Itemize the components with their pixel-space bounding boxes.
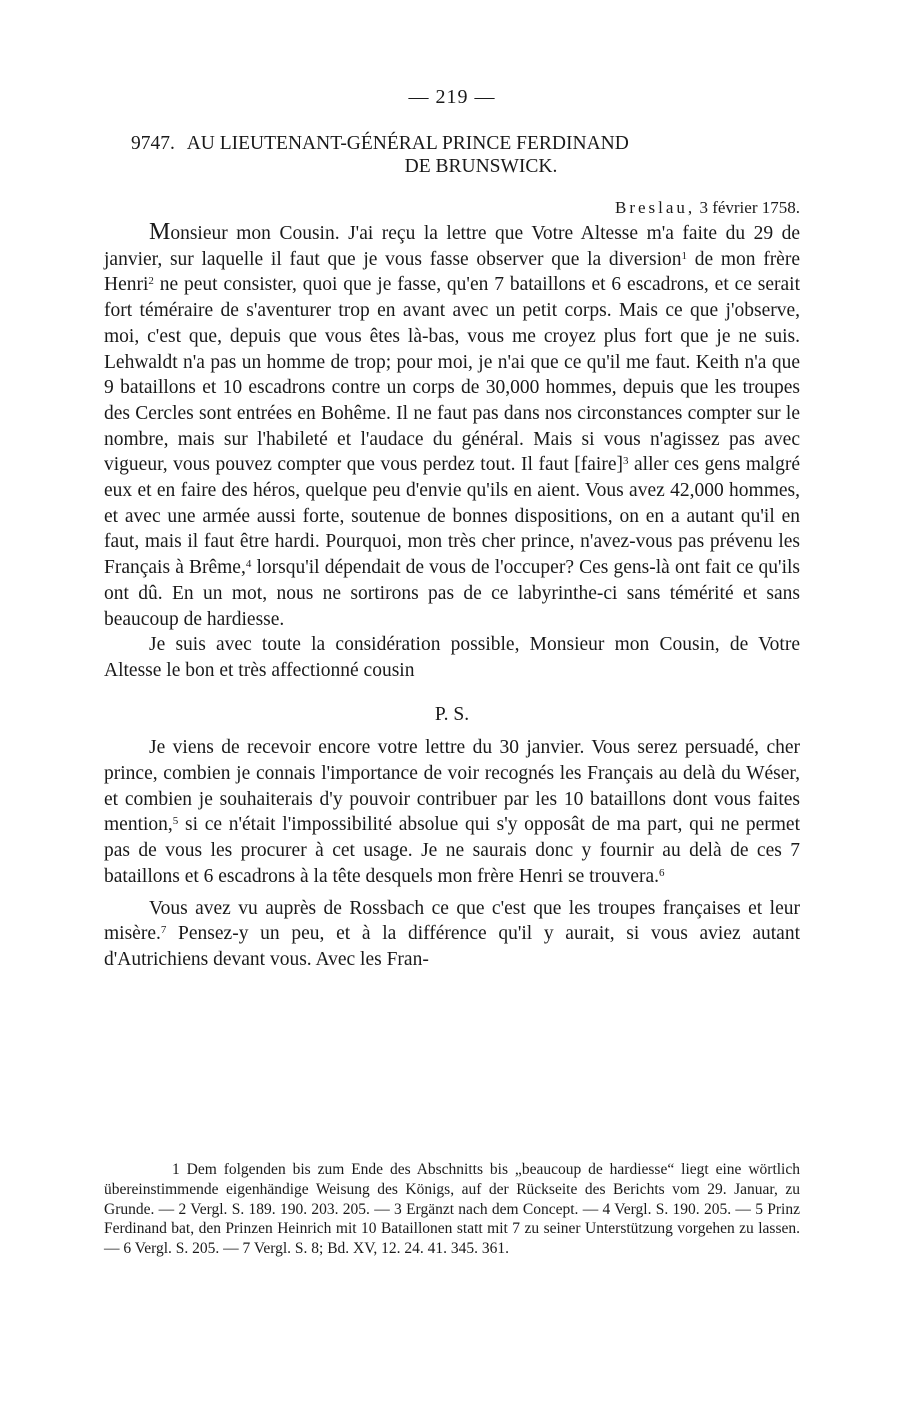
letter-body <box>104 220 800 973</box>
footnote-ref: 7 <box>160 924 167 937</box>
footnote-ref: 3 <box>623 455 629 468</box>
paragraph-text: si ce n'était l'impossibilité absolue qui s'y opposât de ma part, qui ne permet pas de vous les procurer à cet usage. Je ne saurais donc y fournir au delà de ces 7 bataillons et 6 escadrons à la tête desquels mon frère Henri se trouvera. <box>104 814 800 887</box>
dateline-date: 3 février 1758. <box>699 198 800 217</box>
footnotes-text: 1 Dem folgenden bis zum Ende des Abschnitts bis „beaucoup de hardiesse“ liegt eine wörtlich übereinstimmende eigenhändige Weisung des Königs, auf der Rückseite des Berichts vom 29. Januar, zu Grunde. — 2 Vergl. S. 189. 190. 203. 205. — 3 Ergänzt nach dem Concept. — 4 Vergl. S. 190. 205. — 5 Prinz Ferdinand bat, den Prinzen Heinrich mit 10 Bataillonen statt mit 7 zu seiner Unterstützung vorgehen zu lassen. — 6 Vergl. S. 205. — 7 Vergl. S. 8; Bd. XV, 12. 24. 41. 345. 361. <box>104 1161 800 1258</box>
footnote-ref: 4 <box>245 558 252 571</box>
paragraph-text: aller ces gens malgré eux et en faire des héros, quelque peu d'envie qu'ils en aient. Vous avez 42,000 hommes, et avec une armée aussi forte, soutenue de bonnes dispositions, on en a autant qu'il en faut, mais il faut être hardi. Pourquoi, mon très cher prince, n'avez-vous pas prévenu les Français à Brême, <box>104 454 801 579</box>
paragraph-text: onsieur mon Cousin. J'ai reçu la lettre que Votre Altesse m'a faite du 29 de janvier, sur laquelle il faut que je vous fasse observer que la diversion <box>104 223 800 270</box>
paragraph-text: ne peut consister, quoi que je fasse, qu'en 7 bataillons et 6 escadrons, et ce serait fort téméraire de s'aventurer trop en avant avec un petit corps. Mais ce que j'observe, moi, c'est que, depuis que vous êtes là-bas, vous me croyez plus fort que je ne suis. Lehwaldt n'a pas un homme de trop; pour moi, je n'ai que ce qu'il me faut. Keith n'a que 9 bataillons et 10 escadrons contre un corps de 30,000 hommes, depuis que les troupes des Cercles sont entrées en Bohême. Il ne faut pas dans nos circonstances compter sur le nombre, mais sur l'habileté et l'audace du général. Mais si vous n'agissez pas avec vigueur, vous pouvez compter que vous perdez tout. Il faut [faire] <box>104 274 800 476</box>
footnote-ref: 2 <box>148 275 154 288</box>
closing-paragraph: Je suis avec toute la considération possible, Monsieur mon Cousin, de Votre Altesse le bon et très affectionné cousin <box>104 634 800 681</box>
footnote-ref: 6 <box>659 866 665 879</box>
postscript-paragraph-2 <box>104 896 800 973</box>
letter-number: 9747. <box>131 133 175 154</box>
postscript-label: P. S. <box>434 703 470 725</box>
paragraph-text: de mon frère Henri <box>104 248 800 296</box>
dateline-place: Breslau, <box>615 198 696 217</box>
paragraph-text: lorsqu'il dépendait de vous de l'occuper? Ces gens-là ont fait ce qu'ils ont dû. En un mot, nous ne sortirons pas de ce labyrinthe-ci sans témérité et sans beaucoup de hardiesse. <box>104 557 800 630</box>
paragraph-1 <box>104 220 800 632</box>
initial-letter: M <box>149 219 171 245</box>
dateline <box>615 198 800 218</box>
footnote-ref: 1 <box>681 249 687 262</box>
paragraph-text: Pensez-y un peu, et à la différence qu'il y aurait, si vous aviez autant d'Autrichiens devant vous. Avec les Fran- <box>104 923 800 970</box>
paragraph-text: Je viens de recevoir encore votre lettre du 30 janvier. Vous serez persuadé, cher prince, combien je connais l'importance de voir recognés les Français au delà du Wéser, et combien je souhaiterais d'y pouvoir contribuer par les 10 bataillons dont vous faites mention, <box>104 737 800 836</box>
postscript-paragraph-1 <box>104 735 800 889</box>
footnotes <box>104 1160 800 1259</box>
page-number: — 219 — <box>408 86 496 108</box>
heading-line-2: DE BRUNSWICK. <box>404 156 558 177</box>
paragraph-text: Vous avez vu auprès de Rossbach ce que c'est que les troupes françaises et leur misère. <box>104 897 800 945</box>
letter-heading <box>131 132 801 178</box>
heading-line-1: AU LIEUTENANT-GÉNÉRAL PRINCE FERDINAND <box>186 133 629 154</box>
footnote-ref: 5 <box>172 815 179 828</box>
